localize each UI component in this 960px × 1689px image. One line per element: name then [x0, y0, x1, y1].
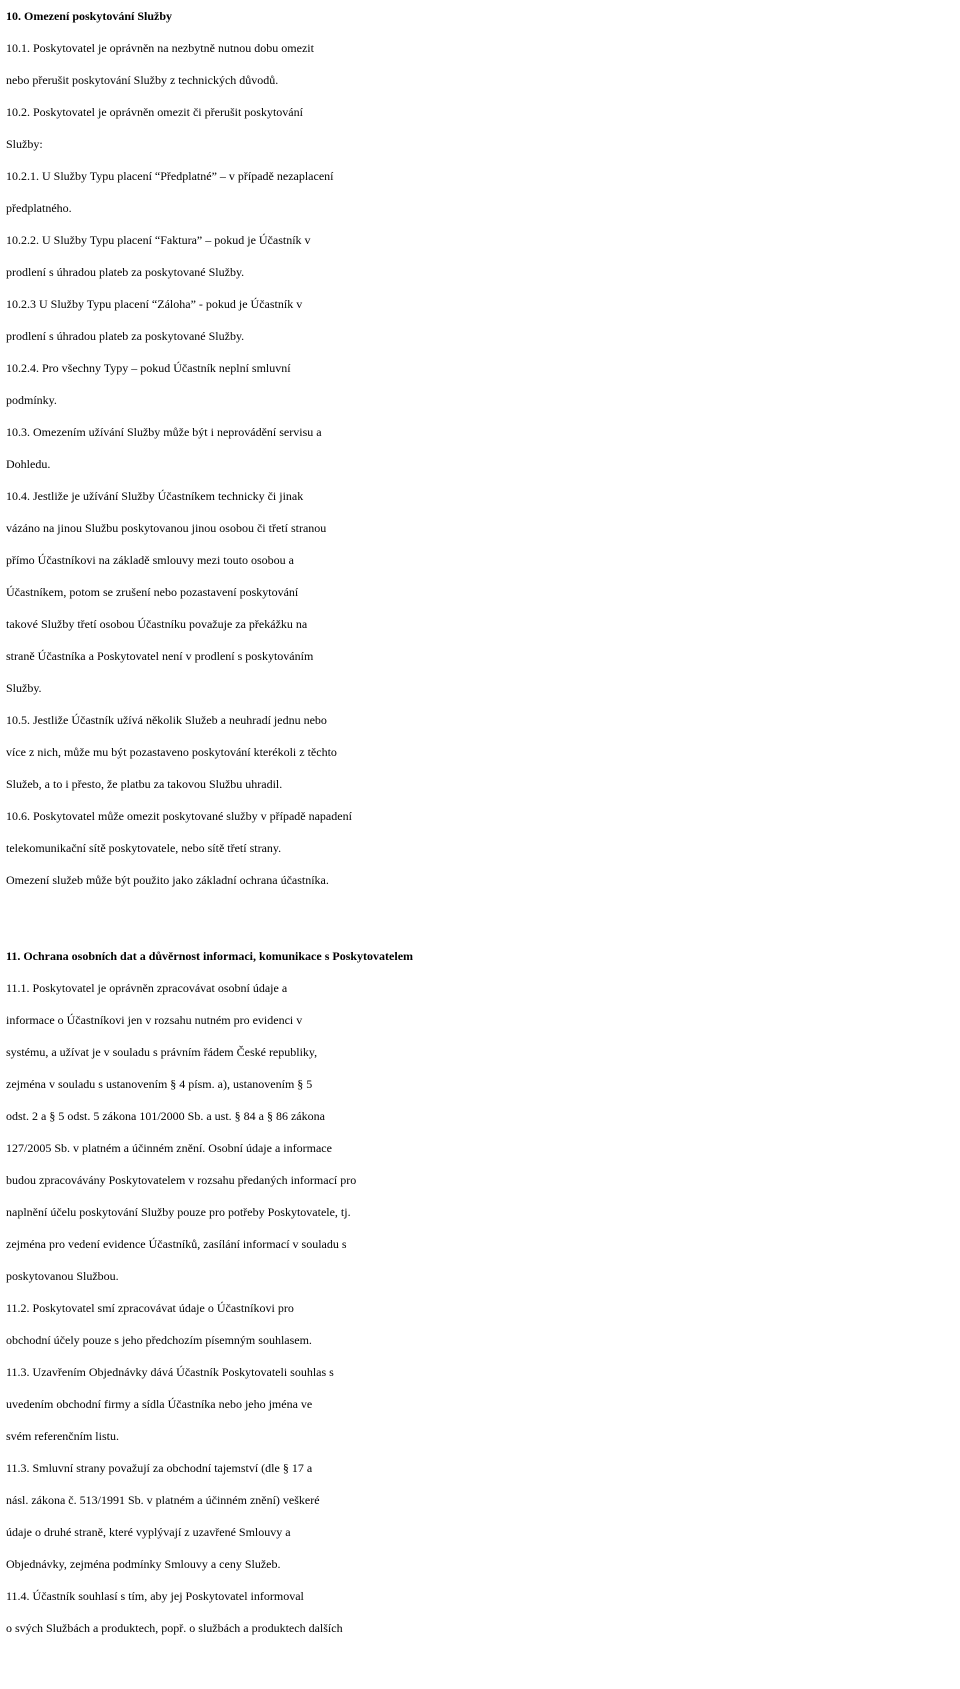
section-11-line: budou zpracovávány Poskytovatelem v rozsahu předaných informací pro: [6, 1173, 357, 1187]
section-10-line: straně Účastníka a Poskytovatel není v prodlení s poskytováním: [6, 649, 314, 663]
section-10-heading: 10. Omezení poskytování Služby: [6, 9, 173, 23]
section-11-line: uvedením obchodní firmy a sídla Účastníka nebo jeho jména ve: [6, 1397, 313, 1411]
section-10-line: Služby:: [6, 137, 43, 151]
section-10-line: Služeb, a to i přesto, že platbu za takovou Službu uhradil.: [6, 777, 283, 791]
section-11-line: obchodní účely pouze s jeho předchozím písemným souhlasem.: [6, 1333, 312, 1347]
section-10-line: 10.2.3 U Služby Typu placení “Záloha” - pokud je Účastník v: [6, 297, 303, 311]
section-11-line: zejména pro vedení evidence Účastníků, zasílání informací v souladu s: [6, 1237, 347, 1251]
section-10-line: prodlení s úhradou plateb za poskytované Služby.: [6, 329, 245, 343]
section-11-line: o svých Službách a produktech, popř. o službách a produktech dalších: [6, 1621, 343, 1635]
section-11-line: 11.4. Účastník souhlasí s tím, aby jej Poskytovatel informoval: [6, 1589, 304, 1603]
section-11-line: 11.2. Poskytovatel smí zpracovávat údaje o Účastníkovi pro: [6, 1301, 294, 1315]
section-11-line: informace o Účastníkovi jen v rozsahu nutném pro evidenci v: [6, 1013, 303, 1027]
section-11-line: svém referenčním listu.: [6, 1429, 119, 1443]
section-10-line: 10.2.2. U Služby Typu placení “Faktura” – pokud je Účastník v: [6, 233, 311, 247]
section-10-line: přímo Účastníkovi na základě smlouvy mezi touto osobou a: [6, 553, 294, 567]
section-10-line: 10.5. Jestliže Účastník užívá několik Služeb a neuhradí jednu nebo: [6, 713, 327, 727]
section-10-line: Účastníkem, potom se zrušení nebo pozastavení poskytování: [6, 585, 299, 599]
section-10-line: 10.2.1. U Služby Typu placení “Předplatné” – v případě nezaplacení: [6, 169, 334, 183]
section-10-line: telekomunikační sítě poskytovatele, nebo sítě třetí strany.: [6, 841, 282, 855]
section-11-heading: 11. Ochrana osobních dat a důvěrnost informaci, komunikace s Poskytovatelem: [6, 949, 414, 963]
section-10-line: 10.3. Omezením užívání Služby může být i neprovádění servisu a: [6, 425, 322, 439]
section-10-line: takové Služby třetí osobou Účastníku považuje za překážku na: [6, 617, 308, 631]
section-10-line: předplatného.: [6, 201, 72, 215]
section-10-line: 10.4. Jestliže je užívání Služby Účastníkem technicky či jinak: [6, 489, 304, 503]
section-11-line: násl. zákona č. 513/1991 Sb. v platném a účinném znění) veškeré: [6, 1493, 320, 1507]
section-11-line: zejména v souladu s ustanovením § 4 písm. a), ustanovením § 5: [6, 1077, 313, 1091]
section-11-line: 127/2005 Sb. v platném a účinném znění. Osobní údaje a informace: [6, 1141, 332, 1155]
section-10-line: více z nich, může mu být pozastaveno poskytování kterékoli z těchto: [6, 745, 337, 759]
section-10-line: nebo přerušit poskytování Služby z technických důvodů.: [6, 73, 279, 87]
section-11-line: údaje o druhé straně, které vyplývají z uzavřené Smlouvy a: [6, 1525, 291, 1539]
section-10-line: Dohledu.: [6, 457, 51, 471]
section-10-line: podmínky.: [6, 393, 57, 407]
section-11-line: 11.3. Smluvní strany považují za obchodní tajemství (dle § 17 a: [6, 1461, 313, 1475]
section-10-line: vázáno na jinou Službu poskytovanou jinou osobou či třetí stranou: [6, 521, 327, 535]
section-10-line: 10.2. Poskytovatel je oprávněn omezit či přerušit poskytování: [6, 105, 303, 119]
section-11-line: 11.1. Poskytovatel je oprávněn zpracovávat osobní údaje a: [6, 981, 288, 995]
section-11-line: systému, a užívat je v souladu s právním řádem České republiky,: [6, 1045, 318, 1059]
section-11-line: Objednávky, zejména podmínky Smlouvy a ceny Služeb.: [6, 1557, 281, 1571]
section-10-line: 10.2.4. Pro všechny Typy – pokud Účastník neplní smluvní: [6, 361, 291, 375]
section-11-line: odst. 2 a § 5 odst. 5 zákona 101/2000 Sb. a ust. § 84 a § 86 zákona: [6, 1109, 325, 1123]
section-11-line: 11.3. Uzavřením Objednávky dává Účastník Poskytovateli souhlas s: [6, 1365, 334, 1379]
section-10-line: Omezení služeb může být použito jako základní ochrana účastníka.: [6, 873, 329, 887]
section-10-line: Služby.: [6, 681, 42, 695]
section-10-line: 10.6. Poskytovatel může omezit poskytované služby v případě napadení: [6, 809, 352, 823]
section-11-line: naplnění účelu poskytování Služby pouze pro potřeby Poskytovatele, tj.: [6, 1205, 351, 1219]
section-10-line: prodlení s úhradou plateb za poskytované Služby.: [6, 265, 245, 279]
section-10-line: 10.1. Poskytovatel je oprávněn na nezbytně nutnou dobu omezit: [6, 41, 314, 55]
section-11-line: poskytovanou Službou.: [6, 1269, 119, 1283]
